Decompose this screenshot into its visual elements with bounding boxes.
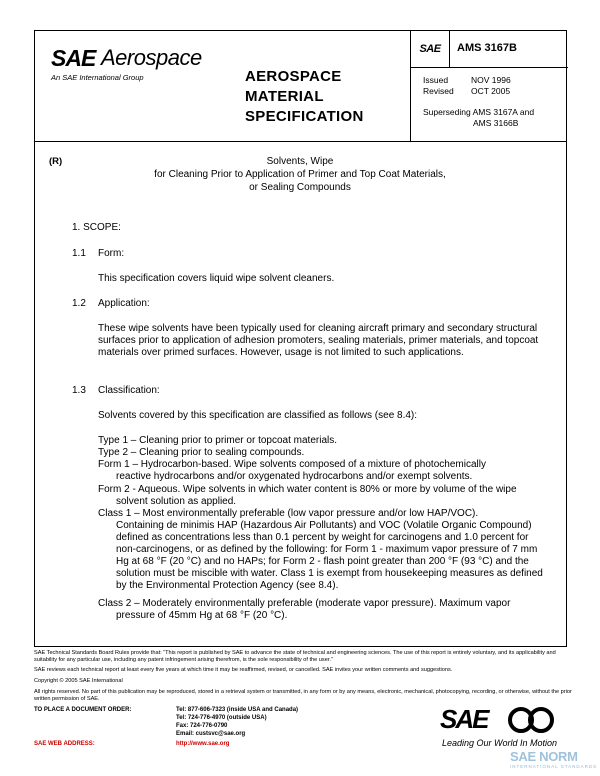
order-fax: Fax: 724-776-0790 (176, 723, 228, 729)
section-1-3-intro: Solvents covered by this specification are classified as follows (see 8.4): (98, 410, 418, 421)
issued-value: NOV 1996 (471, 75, 511, 85)
document-header (34, 30, 567, 142)
class-2-continuation: pressure of 45mm Hg at 68 °F (20 °C). (116, 610, 288, 621)
logo-aerospace-text: Aerospace (101, 45, 202, 70)
section-1-1-text: This specification covers liquid wipe solvent cleaners. (98, 273, 335, 284)
section-1-3-title: Classification: (98, 385, 160, 396)
spec-type-line-3: SPECIFICATION (245, 108, 364, 125)
title-line-1: Solvents, Wipe (266, 156, 334, 167)
class-1-first-line: Class 1 – Most environmentally preferable (low vapor pressure and/or low HAP/VOC). (98, 508, 479, 519)
section-1-2-number: 1.2 (72, 298, 86, 309)
section-1-1-title: Form: (98, 248, 125, 259)
mini-sae-logo: SAE (411, 31, 450, 67)
revision-mark: (R) (49, 156, 63, 167)
order-tel-1: Tel: 877-606-7323 (inside USA and Canada) (176, 707, 299, 713)
spec-type-line-2: MATERIAL (245, 88, 324, 105)
class-1-item (98, 508, 548, 592)
section-1-3-number: 1.3 (72, 385, 86, 396)
spec-type-title (245, 67, 405, 127)
sae-100-logo-text: SAE (440, 704, 488, 734)
logo-sae-text: SAE (51, 45, 96, 71)
web-address-link[interactable]: http://www.sae.org (176, 741, 230, 747)
sae-tagline: Leading Our World In Motion (442, 738, 558, 748)
form-1-item (98, 459, 568, 483)
type-2-item: Type 2 – Cleaning prior to sealing compounds. (98, 447, 305, 458)
sae-norm-watermark-sub: INTERNATIONAL STANDARDS (510, 764, 598, 769)
web-address-label: SAE WEB ADDRESS: (34, 741, 95, 747)
doc-number-row (411, 31, 568, 68)
section-1-2-title: Application: (98, 298, 150, 309)
class-2-item (98, 598, 568, 622)
title-line-2: for Cleaning Prior to Application of Primer and Top Coat Materials, (154, 169, 446, 180)
form-2-first-line: Form 2 - Aqueous. Wipe solvents in which water content is 80% or more by volume of the wipe (98, 484, 517, 495)
footer-copyright: Copyright © 2005 SAE International (34, 678, 123, 684)
type-1-item: Type 1 – Cleaning prior to primer or topcoat materials. (98, 435, 337, 446)
order-email[interactable]: Email: custsvc@sae.org (176, 731, 246, 737)
section-1-1-number: 1.1 (72, 248, 86, 259)
form-2-item (98, 484, 568, 508)
superseding-line-1: Superseding AMS 3167A and (423, 107, 535, 117)
section-1-2-text: These wipe solvents have been typically used for cleaning aircraft primary and secondary structural surfaces prior to application of adhesion promoters, sealing materials, primer materials, and topcoat materials over primed surfaces. However, usage is not limited to such applications. (98, 323, 539, 358)
sae-aerospace-logo (35, 31, 240, 141)
superseding-line-2: AMS 3166B (473, 118, 519, 128)
sae-100-logo-ring-2 (528, 707, 554, 733)
document-title (100, 155, 500, 194)
logo-subtitle: An SAE International Group (51, 73, 144, 82)
revised-value: OCT 2005 (471, 86, 511, 96)
form-1-first-line: Form 1 – Hydrocarbon-based. Wipe solvents composed of a mixture of photochemically (98, 459, 486, 470)
form-2-continuation: solvent solution as applied. (116, 496, 237, 507)
order-tel-2: Tel: 724-776-4970 (outside USA) (176, 715, 267, 721)
section-scope-heading: 1. SCOPE: (72, 222, 121, 233)
sae-norm-watermark: SAE NORM (510, 749, 578, 764)
footer-rights-text: All rights reserved. No part of this publication may be reproduced, stored in a retrieval system or transmitted, in any form or by any means, electronic, mechanical, photocopying, recording, or otherwise, without the prior written permission of SAE. (34, 689, 572, 702)
issue-dates (423, 75, 511, 97)
title-line-3: or Sealing Compounds (249, 182, 351, 193)
spec-type-line-1: AEROSPACE (245, 68, 342, 85)
footer-review-text: SAE reviews each technical report at least every five years at which time it may be reaffirmed, revised, or cancelled. SAE invites your written comments and suggestions. (34, 667, 453, 673)
doc-number: AMS 3167B (457, 42, 517, 54)
class-1-continuation: Containing de minimis HAP (Hazardous Air Pollutants) and VOC (Volatile Organic Compound) defined as concentrations less than 0.1 percent by weight for carcinogens and 1.0 percent for non-carcinogens, or as defined by the following: for Form 1 - maximum vapor pressure of 7 mm Hg at 68 °F (20 °C) and no HAPs; for Form 2 - flash point greater than 200 °F (93 °C) and the solution must be miscible with water. Class 1 is exempt from housekeeping measures as defined by the Environmental Protection Agency (see 8.4). (116, 520, 543, 591)
footer-rules-text: SAE Technical Standards Board Rules provide that: “This report is published by SAE to advance the state of technical and engineering sciences. The use of this report is entirely voluntary, and its applicability and suitability for any particular use, including any patent infringement arising therefrom, is the sole responsibility of the user.” (34, 650, 556, 663)
class-2-first-line: Class 2 – Moderately environmentally preferable (moderate vapor pressure). Maximum vapor (98, 598, 511, 609)
order-label: TO PLACE A DOCUMENT ORDER: (34, 707, 132, 713)
revised-label: Revised (423, 86, 454, 96)
superseding-note (423, 107, 563, 129)
form-1-continuation: reactive hydrocarbons and/or oxygenated hydrocarbons and/or exempt solvents. (116, 471, 473, 482)
issued-label: Issued (423, 75, 449, 85)
doc-info-panel (410, 31, 568, 141)
